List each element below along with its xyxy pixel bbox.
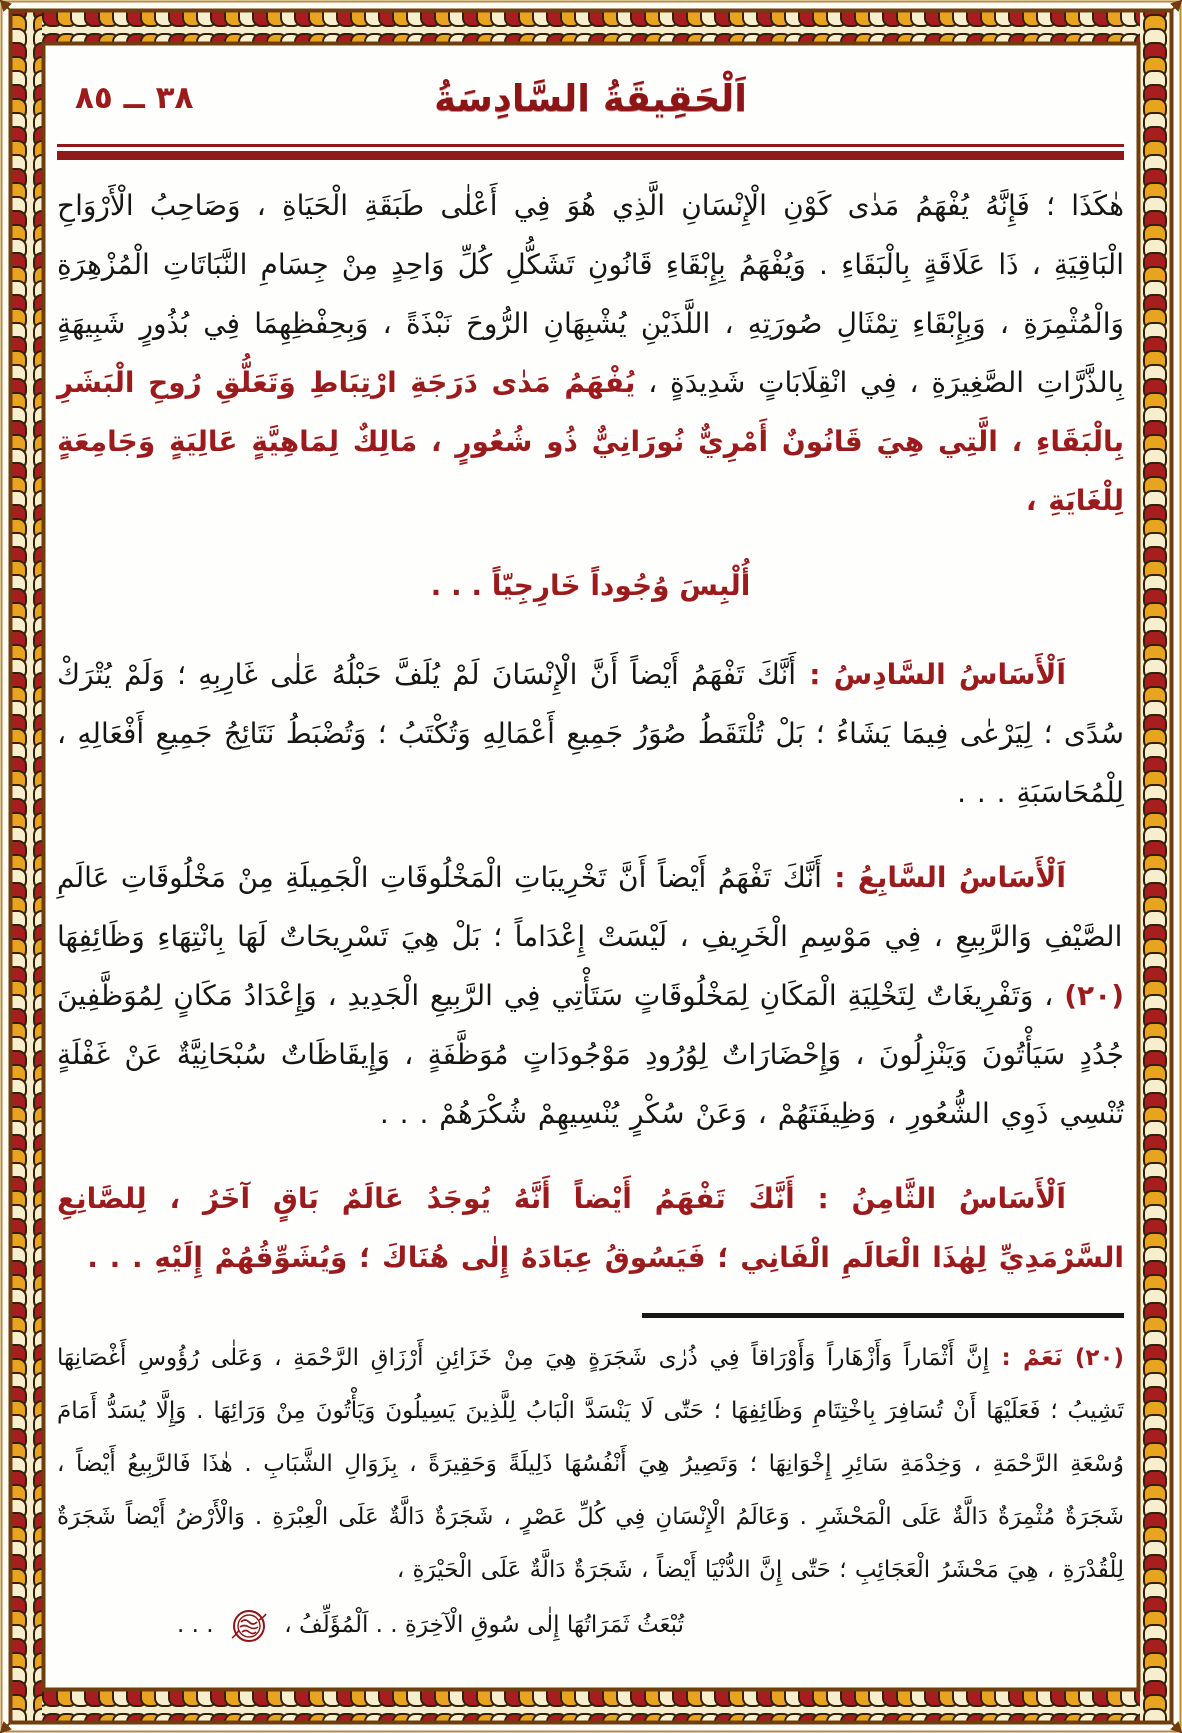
- paragraph-seventh-foundation: [57, 848, 1124, 1143]
- intro-closing-line: أُلْبِسَ وُجُوداً خَارِجِيّاً . . .: [430, 569, 751, 602]
- footnote-closing-text: تُبْعَثُ ثَمَرَاتُهَا إِلٰى سُوقِ الْآخِرَةِ . . اَلْمُؤَلِّفُ ،: [276, 1612, 684, 1638]
- seventh-foundation-text-a: أَنَّكَ تَفْهَمُ أَيْضاً أَنَّ تَخْرِيبَاتِ الْمَخْلُوقَاتِ الْجَمِيلَةِ مِنْ مَخْلُوقَاتِ عَالَمِ الصَّيْفِ وَالرَّبِيعِ ، فِي مَوْسِمِ الْخَرِيفِ ، لَيْسَتْ إِعْدَاماً ؛ بَلْ هِيَ تَسْرِيحَاتٌ لَهَا بِانْتِهَاءِ وَظَائِفِهَا: [57, 861, 1123, 953]
- page-content: [57, 54, 1124, 1685]
- section-heading-seventh: اَلْأَسَاسُ السَّابِعُ :: [821, 861, 1066, 894]
- seventh-foundation-text-b: ، وَتَفْرِيغَاتٌ لِتَخْلِيَةِ الْمَكَانِ لِمَخْلُوقَاتٍ سَتَأْتِي فِي الرَّبِيعِ الْجَدِيدِ ، وَإِعْدَادُ مَكَانٍ لِمُوَظَّفِينَ جُدُدٍ سَيَأْتُونَ وَيَنْزِلُونَ ، وَإِحْضَارَاتٌ لِوُرُودِ مَوْجُودَاتٍ مُوَظَّفَةٍ ، وَإِيقَاظَاتٌ سُبْحَانِيَّةٌ عَنْ غَفْلَةٍ تُنْسِي ذَوِي الشُّعُورِ ، وَظِيفَتَهُمْ ، وَعَنْ سُكْرٍ يُنْسِيهِمْ شُكْرَهُمْ . . .: [56, 979, 1124, 1130]
- intro-black-run: هٰكَذَا ؛ فَإِنَّهُ يُفْهَمُ مَدٰى كَوْنِ الْإِنْسَانِ الَّذِي هُوَ فِي أَعْلٰى طَبَقَةِ الْحَيَاةِ ، وَصَاحِبُ الْأَرْوَاحِ الْبَاقِيَةِ ، ذَا عَلَاقَةٍ بِالْبَقَاءِ . وَيُفْهَمُ بِإِبْقَاءِ قَانُونِ تَشَكُّلِ كُلِّ وَاحِدٍ مِنْ جِسَامِ النَّبَاتَاتِ الْمُزْهِرَةِ وَالْمُثْمِرَةِ ، وَبِإِبْقَاءِ تِمْثَالِ صُورَتِهِ ، اللَّذَيْنِ يُشْبِهَانِ الرُّوحَ نَبْذَةً ، وَبِحِفْظِهِمَا فِي بُذُورٍ شَبِيهَةٍ بِالذَّرَّاتِ الصَّغِيرَةِ ، فِي انْقِلَابَاتٍ شَدِيدَةٍ ،: [57, 189, 1124, 399]
- eighth-foundation-text: أَنَّكَ تَفْهَمُ أَيْضاً أَنَّهُ يُوجَدُ عَالَمٌ بَاقٍ آخَرُ ، لِلصَّانِعِ السَّرْمَدِيِّ لِهٰذَا الْعَالَمِ الْفَانِي ؛ فَيَسُوقُ عِبَادَهُ إِلٰى هُنَاكَ ؛ وَيُشَوِّقُهُمْ إِلَيْهِ . . .: [57, 1182, 1124, 1274]
- footnote-text: إِنَّ أَثْمَاراً وَأَزْهَاراً وَأَوْرَاقاً فِي ذُرٰى شَجَرَةٍ هِيَ مِنْ خَزَائِنِ أَرْزَاقِ الرَّحْمَةِ ، وَعَلٰى رُؤُوسِ أَغْصَانِهَا تَشِيبُ ؛ فَعَلَيْهَا أَنْ تُسَافِرَ بِاخْتِتَامِ وَظَائِفِهَا ؛ حَتّٰى لَا يَنْسَدَّ الْبَابُ لِلَّذِينَ يَسِيلُونَ وَيَأْتُونَ مِنْ وَرَائِهَا . وَإِلَّا يُسَدُّ أَمَامَ وُسْعَةِ الرَّحْمَةِ ، وَخِدْمَةِ سَائِرِ إِخْوَانِهَا ؛ وَتَصِيرُ هِيَ أَنْفُسُهَا ذَلِيلَةً وَحَقِيرَةً ، بِزَوَالِ الشَّبَابِ . هٰذَا فَالرَّبِيعُ أَيْضاً ، شَجَرَةٌ مُثْمِرَةٌ دَالَّةٌ عَلَى الْمَحْشَرِ . وَعَالَمُ الْإِنْسَانِ فِي كُلِّ عَصْرٍ ، شَجَرَةٌ دَالَّةٌ عَلَى الْعِبْرَةِ . وَالْأَرْضُ أَيْضاً شَجَرَةٌ لِلْقُدْرَةِ ، هِيَ مَحْشَرُ الْعَجَائِبِ ؛ حَتّٰى إِنَّ الدُّنْيَا أَيْضاً ، شَجَرَةٌ دَالَّةٌ عَلَى الْحَيْرَةِ ،: [57, 1345, 1124, 1583]
- footnote-separator: [642, 1313, 1124, 1318]
- footnote: [57, 1332, 1124, 1597]
- author-seal-icon: [227, 1606, 271, 1646]
- sixth-foundation-text: أَنَّكَ تَفْهَمُ أَيْضاً أَنَّ الْإِنْسَانَ لَمْ يُلَفَّ حَبْلُهُ عَلٰى غَارِبِهِ ؛ وَلَمْ يُتْرَكْ سُدًى ؛ لِيَرْعٰى فِيمَا يَشَاءُ ؛ بَلْ تُلْتَقَطُ صُوَرُ جَمِيعِ أَعْمَالِهِ وَتُكْتَبُ ؛ وَتُضْبَطُ نَتَائِجُ جَمِيعِ أَفْعَالِهِ ، لِلْمُحَاسَبَةِ . . .: [57, 658, 1124, 809]
- header-rules: [57, 144, 1124, 160]
- footnote-reference-marker: (٢٠): [1064, 979, 1124, 1012]
- header-rule-thick: [57, 151, 1124, 160]
- footnote-marker: (٢٠) نَعَمْ :: [989, 1345, 1125, 1371]
- intro-red-run: يُفْهَمُ مَدٰى دَرَجَةِ ارْتِبَاطِ وَتَعَلُّقِ رُوحِ الْبَشَرِ بِالْبَقَاءِ ، الَّتِي هِيَ قَانُونٌ أَمْرِيٌّ نُورَانِيٌّ ذُو شُعُورٍ ، مَالِكٌ لِمَاهِيَّةٍ عَالِيَةٍ وَجَامِعَةٍ لِلْغَايَةِ ،: [57, 366, 1124, 517]
- page-header: [57, 54, 1124, 142]
- paragraph-eighth-foundation: [57, 1169, 1124, 1287]
- section-heading-sixth: اَلْأَسَاسُ السَّادِسُ :: [796, 658, 1066, 691]
- paragraph-sixth-foundation: [57, 645, 1124, 822]
- section-heading-eighth: اَلْأَسَاسُ الثَّامِنُ :: [794, 1182, 1066, 1215]
- paragraph-intro: [57, 176, 1124, 530]
- footnote-trailing-dots: . . .: [177, 1612, 221, 1638]
- page-numbers: ٣٨ ــ ٨٥: [75, 80, 194, 116]
- page-title: اَلْحَقِيقَةُ السَّادِسَةُ: [434, 76, 747, 120]
- footnote-closing-line: [57, 1597, 1124, 1653]
